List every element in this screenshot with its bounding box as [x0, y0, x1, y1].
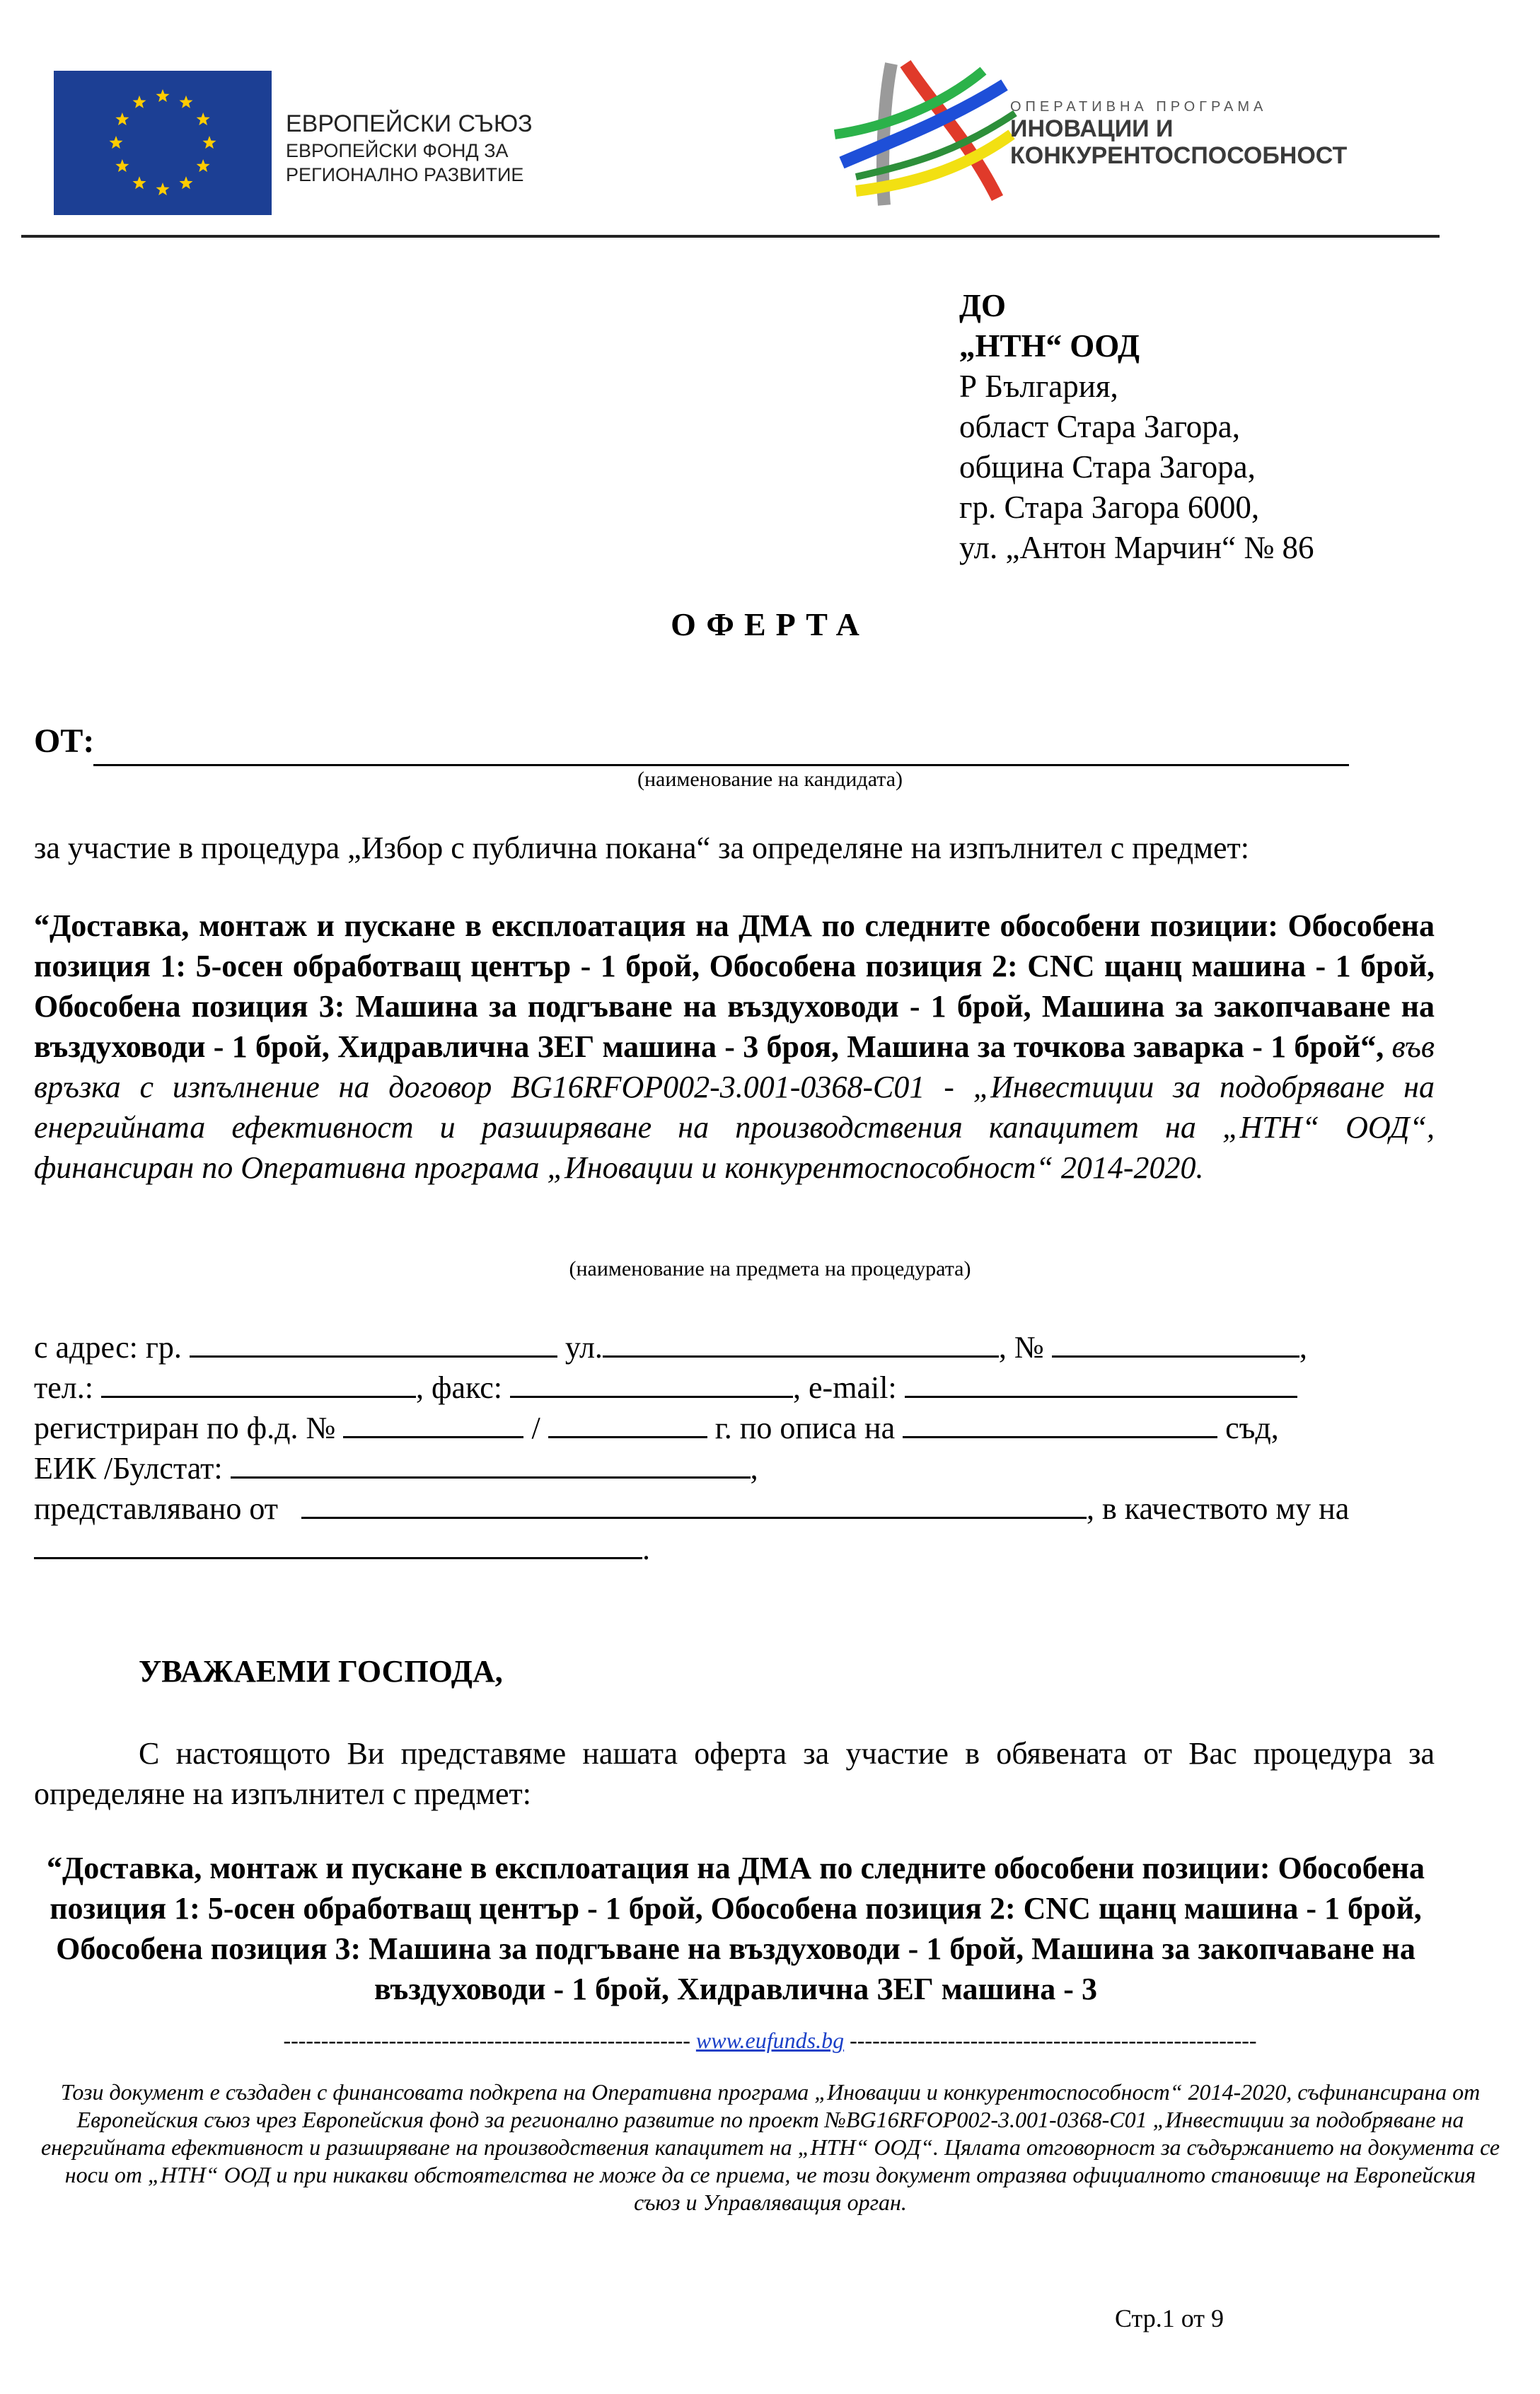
addressee-to: ДО — [959, 288, 1006, 323]
subject-italic: във връзка с изпълнение на договор BG16RFOP002-3.001-0368-C01 - „Инвестиции за подобряване на енергийната ефективност и разширяване на производствения капацитет на „НТН“ ООД“, финансиран по Оперативна програма „Иновации и конкурентоспособност“ 2014-2020. — [34, 1029, 1435, 1185]
page-number: Стр.1 от 9 — [1115, 2304, 1224, 2332]
representative-row — [34, 1488, 1349, 1529]
footer-dashes-left: ------------------------------------------------------ — [283, 2028, 690, 2053]
registered-label: регистриран по ф.д. № — [34, 1411, 336, 1445]
addressee-line: община Стара Загора, — [959, 449, 1256, 485]
op-logo-line-1: ИНОВАЦИИ И — [1010, 115, 1174, 142]
op-innovation-logo-icon — [814, 57, 1019, 212]
addressee-line: ул. „Антон Марчин“ № 86 — [959, 530, 1314, 565]
header-divider — [21, 235, 1440, 238]
year-label: г. по описа на — [714, 1411, 896, 1445]
body-paragraph: С настоящото Ви представяме нашата оферта за участие в обявената от Вас процедура за определяне на изпълнител с предмет: — [34, 1736, 1435, 1811]
subject-repeat: “Доставка, монтаж и пускане в експлоатация на ДМА по следните обособени позиции: Обособена позиция 1: 5-осен обработващ център - 1 брой, Обособена позиция 2: CNC щанц машина - 1 брой, Обособена позиция 3: Машина за подгъване на въздуховоди - 1 брой, Машина за закопчаване на въздуховоди - 1 брой, Хидравлична ЗЕГ машина - 3 — [47, 1851, 1425, 2006]
footer-disclaimer: Този документ е създаден с финансовата подкрепа на Оперативна програма „Иновации и конкурентоспособност“ 2014-2020, съфинансирана от Европейския съюз чрез Европейския фонд за регионално развитие по проект №BG16RFOP002-3.001-0368-C01 „Инвестиции за подобряване на енергийната ефективност и разширяване на производствения капацитет на „НТН“ ООД“. Цялата отговорност за съдържанието на документа се носи от „НТН“ ООД и при никакви обстоятелства не може да се приема, че този документ отразява официалното становище на Европейския съюз и Управляващия орган. — [40, 2079, 1500, 2215]
addressee-line: Р България, — [959, 369, 1118, 404]
registration-year-field[interactable] — [548, 1408, 707, 1438]
registration-number-field[interactable] — [343, 1408, 523, 1438]
registration-row — [34, 1408, 1279, 1448]
eik-label: ЕИК /Булстат: — [34, 1451, 223, 1486]
tel-label: тел.: — [34, 1370, 93, 1405]
greeting: УВАЖАЕМИ ГОСПОДА, — [139, 1654, 503, 1689]
from-fill-line[interactable] — [93, 764, 1349, 766]
footer-separator — [0, 2028, 1540, 2054]
subject-paragraph — [34, 906, 1435, 1188]
addressee-line: област Стара Загора, — [959, 409, 1241, 444]
eu-stars-icon — [54, 71, 272, 215]
address-label: с адрес: гр. — [34, 1330, 182, 1365]
op-logo-line-2: КОНКУРЕНТОСПОСОБНОСТ — [1010, 142, 1348, 169]
capacity-label: , в качеството му на — [1087, 1491, 1350, 1526]
address-row: с адрес: гр. ул. , № , — [34, 1327, 1307, 1367]
street-field[interactable] — [603, 1327, 999, 1358]
intro-text: за участие в процедура „Избор с публична покана“ за определяне на изпълнител с предмет: — [34, 831, 1249, 865]
eik-field[interactable] — [231, 1448, 751, 1479]
op-logo-small: ОПЕРАТИВНА ПРОГРАМА — [1010, 99, 1268, 115]
subject-bold: “Доставка, монтаж и пускане в експлоатация на ДМА по следните обособени позиции: Обособена позиция 1: 5-осен обработващ център - 1 брой, Обособена позиция 2: CNC щанц машина - 1 брой, Обособена позиция 3: Машина за подгъване на въздуховоди - 1 брой, Машина за закопчаване на въздуховоди - 1 брой, Хидравлична ЗЕГ машина - 3 броя, Машина за точкова заварка - 1 брой“, — [34, 908, 1435, 1064]
capacity-field[interactable] — [34, 1529, 642, 1559]
subject-caption: (наименование на предмета на процедурата) — [569, 1257, 971, 1280]
footer-dashes-right: ------------------------------------------------------ — [850, 2028, 1257, 2053]
email-label: , e-mail: — [793, 1370, 897, 1405]
contact-row — [34, 1367, 1297, 1408]
from-caption: (наименование на кандидата) — [637, 768, 903, 791]
number-label: , № — [998, 1330, 1044, 1365]
op-logo-text — [1010, 99, 1347, 169]
representative-field[interactable] — [301, 1488, 1087, 1519]
addressee-company: „НТН“ ООД — [959, 328, 1140, 364]
document-title: ОФЕРТА — [671, 606, 869, 642]
tel-field[interactable] — [101, 1367, 416, 1398]
eu-logo-line-1: ЕВРОПЕЙСКИ СЪЮЗ — [286, 110, 533, 137]
court-label: съд, — [1225, 1411, 1279, 1445]
eu-logo-text — [286, 109, 533, 187]
eu-logo-line-3: РЕГИОНАЛНО РАЗВИТИЕ — [286, 164, 524, 185]
capacity-row: . — [34, 1529, 650, 1569]
number-field[interactable] — [1052, 1327, 1299, 1358]
eu-flag-logo — [54, 71, 272, 215]
represented-label: представлявано от — [34, 1491, 279, 1526]
email-field[interactable] — [905, 1367, 1297, 1398]
slash-label: / — [531, 1411, 540, 1445]
court-field[interactable] — [903, 1408, 1217, 1438]
eik-row: ЕИК /Булстат: , — [34, 1448, 758, 1488]
fax-label: , факс: — [415, 1370, 503, 1405]
eu-logo-line-2: ЕВРОПЕЙСКИ ФОНД ЗА — [286, 140, 509, 161]
city-field[interactable] — [190, 1327, 557, 1358]
addressee-line: гр. Стара Загора 6000, — [959, 490, 1260, 525]
eufunds-link[interactable]: www.eufunds.bg — [695, 2028, 845, 2053]
street-label: ул. — [565, 1330, 603, 1365]
addressee-block — [959, 286, 1314, 568]
from-label: ОТ: — [34, 722, 95, 760]
fax-field[interactable] — [510, 1367, 793, 1398]
